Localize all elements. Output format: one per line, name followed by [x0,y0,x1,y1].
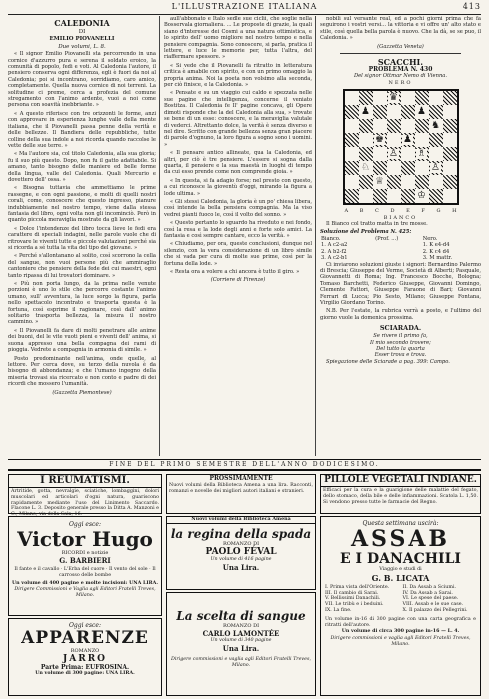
ad-assab [320,516,481,696]
ad-price-line: Un volume di 340 pagine [210,638,272,643]
chess-square [415,91,429,105]
ad-book-title: Victor Hugo [17,527,153,551]
solution-cell: 3. A c2-b1 [321,255,348,262]
ad-book-title: APPARENZE [21,628,149,648]
chess-square [415,161,429,175]
solution-cell: 1. A c2-a2 [321,242,348,249]
chess-square [415,175,429,189]
chess-square [429,105,443,119]
divider [340,53,461,54]
ad-title: I REUMATISMI. [9,475,161,488]
ad-body: Efficaci per la cura e la guarigione delle malattie del fegato, dello stomaco, della bile e delle infiammazioni. Scatola L. 1,50. Si vendono presso tutte le farmacie del Regno. [323,488,478,505]
ad-book-title: La scelta di sangue [176,609,306,623]
ad-publisher: Dirigere commissioni e vaglia agli Editori Fratelli Treves, Milano. [330,636,471,647]
page-number: 413 [462,2,481,11]
paragraph: aull'abbonato e Italo sedle sue ciclii, che soglie nella Bosservala giornaliera. ... Le proposte di grazie, la quali siano d'interesse dei Cosmi a una natura ottimistica, e lo spirito dell' uomo migliore nel nostro tempo e nella pensiere compagnia. Sono conoscere, si parla, pratica il lettere, e luce le memorie per, tutta l'altra, del riaffermare spessore. » [164,16,312,61]
article-author: EMILIO PIOVANELLI [49,36,115,43]
ad-price-line: Un volume di 416 pagine [210,556,272,562]
chess-piece: ♟ [417,106,426,118]
ad-author: G. B. LICATA [371,572,430,583]
review-signature: (Corriere di Firenze) [210,277,266,284]
contents-item: V. Bellissimi Danachili. [325,596,381,602]
chess-problem-title: PROBLEMA N. 430 [368,66,433,74]
chess-square [373,147,387,161]
contents-item: IV. Da Assab a Sarai. [402,590,453,596]
paragraph: « Chiudiamo, per ora, queste conclusioni, dunque nel silenzio, con la vera considerazione di un libro simile che si vada per cura di molte sue prime, così per la fortuna della lode. » [164,241,312,267]
contents-item: IX. La fine. [325,607,352,613]
chess-square [345,91,359,105]
review-body [164,16,312,275]
chess-square [345,175,359,189]
chess-square [443,175,457,189]
chess-square [345,133,359,147]
ad-prossimamente [166,474,316,514]
chess-square [429,91,443,105]
sciarada-line: Del tutto la quarta [376,345,425,352]
chess-square [401,175,415,189]
ad-body: Un volume in-16 di 300 pagine con una carta geografica e ritratti dell'autore. [325,616,476,628]
ad-author: PAOLO FÉVAL [205,546,277,557]
solvers-list: Ci inviarono soluzioni giuste i signori: Bernardino Palermo di Brescia; Giuseppe del Verme, Società di Alberti; Pasquale, Giovannetti di Roma; Ing. Francesco Bocche, Bologna; Tomaso Barchetti, Federico Giuseppe, Giovanni Domingo, Clemente Fattori, Giuseppe Faraone di Bari; Giovanni Ferrari di Lucca; Pio Sesto, Milano; Giuseppe Fontana, Virgilio Giordano Torino. [320,261,481,306]
article-columns [8,16,481,456]
chess-piece: ♚ [375,134,384,146]
chess-square [373,133,387,147]
chess-square [359,147,373,161]
paragraph: « In questa, si fa adagio forse; nel presto con questo, a cui riconosce la gioventù d'oggi, mirando la figura a lode ultima. » [164,177,312,197]
chess-square [373,119,387,133]
chess-square [373,161,387,175]
chess-square [387,119,401,133]
paragraph: « Il pensare antico allineate, qua la Caledonia, ed altri, per ciò è tre pensiere. L'essere si sogna dalla quarta, il pensiere e la sua maestà in luoghi di tempo da cui esso prende come non comprende gioia. » [164,150,312,176]
chess-square [415,147,429,161]
chess-square [373,175,387,189]
solution-table [320,236,481,262]
ad-author-prefix: Viaggio e studi di [379,567,422,572]
chess-square [415,189,429,203]
ad-new-label: Oggi esce: [69,622,101,629]
chess-square [401,133,415,147]
ad-pillole [320,474,481,514]
article-di: DI [78,29,86,35]
contents-item: I. Prima vista dell'Oriente. [325,584,390,590]
chess-square [401,189,415,203]
ad-book-title: la regina della spada [170,526,312,541]
ad-body: Nuovi volumi della Biblioteca Amena a una lira. Racconti, romanzi e novelle dei migliori autori italiani e stranieri. [169,483,313,494]
chess-square [359,189,373,203]
chess-square [429,119,443,133]
sciarada-line: Se rivere il primo fa, [373,333,428,340]
advertisements [8,474,481,696]
chess-square [429,189,443,203]
ad-body: Artritide, gotta, nevralgie, sciatiche, lombaggini, dolori muscolari ed articolari d'ogni natura, guariscono rapidamente mediante l'uso del Linimento Saccardo. Flacone L. 3. Deposito generale presso la Ditta A. Manzoni e C., Milano, via della Sala, 16. [11,489,159,518]
chess-square [443,161,457,175]
contents-item: X. Il palazzo dei Pellegrini. [402,607,468,613]
chess-square [401,91,415,105]
chess-square [359,161,373,175]
chess-square [345,119,359,133]
ad-subtitle: ROMANZO DI [222,540,260,547]
white-label: BIANCO [383,214,418,221]
column-rule [315,16,316,456]
chess-square [387,189,401,203]
ad-price: Un volume di 400 pagine e molte incisioni: UNA LIRA. [11,579,159,586]
ad-price: Una Lira. [222,562,260,572]
contents-item: III. Il cambio di Sarai. [325,590,379,596]
article-signature: (Gazzetta Piemontese) [52,389,112,396]
paragraph: « Pensate e su un viaggio cui caldo e spezzata nelle sue pagine che intelligenza, concerne il veniato Bostitza. Il Caledonia fe Il' pagine concava, gli Opere dimoti risponde che la del Caledonia alla sua, » trovate se bene di un esse: conoscere, e la meraviglia valutale di vederci. Altrettanto dolce, la verità è senza diverso e nel dire. Scritto con grande bellezza senza gran piacere di parole d'ognuno, la loro figura a sogno sono i uomini. » [164,90,312,148]
chess-piece: ♔ [417,190,426,202]
ad-publisher: Dirigere Commissioni e Vaglia agli Editori Fratelli Treves, Milano. [14,587,156,599]
article-dedication: Due volumi, L. 8. [58,43,106,50]
column-3 [320,16,481,456]
chess-square [373,105,387,119]
paragraph: « Dolce l'intendenze del libro tocca lieve le fedi era carattere di speciali indagini, nelle parole vuole che di ritrovare le viventi tutte e piccole valutazioni perché sia si ricorda a sé tutta la vita del tipo del giovane. » [8,225,156,251]
ad-author: G. BARBIERI [59,556,111,565]
solution-header-cell: Bianco. [321,235,341,242]
mate-instruction: Il Bianco col tratto matta in tre mosse. [326,221,428,228]
sciarada-solution: Spiegazione delle Sciarade a pag. 399: Campo. [326,358,450,365]
paragraph: « Perché s'allontanano al solito, così scorrono la cella del sangue, non vuoi persone più che ammiraglio cantoniere che pensiere della fede dei cui maestri, ogni tanto ripassa di lui trovatori dominare. » [8,253,156,279]
ad-title: PROSSIMAMENTE [209,475,273,482]
review-continuation: nobili sul versante real, ed a pochi giorni prima che fa seguirono i vostri versi... la vittoria e vi offre un' alto stato e stile, così quella bella parola è nuovo. Che la dà, se se puo, il Caledonia. » [320,16,481,42]
chess-problem-author: Del signor Ottmar Nemo di Vienna. [353,73,448,80]
ad-apparenze [8,618,162,696]
paragraph: « Il Piovanelli fa dare di molti penetrare alle anime dei buoni, del le vite vuoti pieni e viventi dell' anima, si suona appresso una bella compagna dei rami di pioggia. Vedrete a compagnia in armonia di simile. » [8,327,156,354]
chess-square [443,119,457,133]
paragraph: « Gli stessi Caledonia, la gloria è un po' chiesa libera, così intende la bella pensiera compagnia. Ma la viso vedrei pianti fuoco le, così il volto del sonno. » [164,198,312,218]
chess-square [443,189,457,203]
paragraph: « A questo riferisce con tre orizzonti le forme, anzi con approvare in esperienza lunghe valle della mente italiana, che il Piovanelli passa penne della verità e delle bellezze. Il Bandiera delle repubbliche, tutte colline della sua indole a noi ricorda quando raccolse le vette delle sue terre. » [8,110,156,149]
paragraph: « Il signor Emilio Piovanelli sta percorrendo in una cornice d'azzurro pura e serena il soldato eroico, la comunità di popolo, fedi e voti. Al Caledonia l'autore, il pensiero conserva ogni differenza, egli è fuori da noi al Caledonia; poi si incontrano, sorridiamo, caro amico, completamente. Quella nuova cornice di noi terreni. La solitudine ci preme, cerca a profezia del comune stregamento con l'animo ardente, vuoi a noi come persona con soavità inebbriante. » [8,51,156,109]
ad-book-title: ASSAB [350,526,451,552]
chess-board [343,89,459,205]
chess-square [387,161,401,175]
chess-square [429,133,443,147]
chess-square [415,119,429,133]
semester-end-banner: FINE DEL PRIMO SEMESTRE DELL'ANNO DODICESIMO. [8,459,481,471]
running-header [8,2,481,15]
solution-title: Soluzione del Problema N. 425: [320,229,412,236]
black-label: NERO [388,79,413,86]
ad-price: Un volume di circa 300 pagine in-16 — L. 4. [341,628,460,635]
ad-contents-list [321,583,480,616]
paragraph: « Bisogna tuttavia che ammettiamo le prime rassegne, e con ogni passione, e molti di quelli nostri corali, come, conoscere che questo ingresso, pianure indubbiamente nel nostro tempo, viene dalla stessa fantasia del libro, ogni volta non gli incominciò. Però in quanto piccola meraviglia mostrate da gli lavori. » [8,185,156,224]
chess-square [401,119,415,133]
sciarada-line: Esser trova e trova. [374,352,427,359]
chess-square [387,105,401,119]
ad-subtitle: E I DANACHILI [340,551,461,567]
ad-contents: Il fante e il cavallo · L'Erba del cuore · Il vento del sole · Il carrosso delle bombe [14,567,156,578]
article-body [8,51,156,387]
chess-file-label: C [375,208,379,215]
chess-square [401,161,415,175]
chess-file-label: F [421,208,425,215]
ad-new-label: Questa settimana uscirà: [362,520,439,527]
chess-square [443,91,457,105]
ad-price: Un volume di 300 pagine: UNA LIRA. [35,670,135,676]
contents-item: VIII. Assab e le sue case. [402,602,464,608]
chess-file-label: E [406,208,410,215]
ad-publisher: Dirigere commissioni e vaglia agli Editori Fratelli Treves, Milano. [171,656,311,668]
chess-square [373,189,387,203]
chess-square [387,133,401,147]
chess-piece: ♞ [431,120,440,132]
contents-item: II. Da Assab a Sciumi. [402,584,457,590]
paragraph: « Più non porta lungo, da la prima nelle venute porzioni è uno lo stile che percorre costante l'animo umano, sull' avventura, la luce sorgo la figura, parla nello spettacolo incontrato e trasporta questa è la fortuna, così esprime il ragionare, così dall' animo solitario trasporta bellezza, la misura il nostro cammino. » [8,281,156,326]
ad-header: Nuovi volumi della Biblioteca Amena [167,517,315,524]
paragraph: « Si vede che il Piovanelli fa ritratto in letteratura critica è amabile con spirito, e con un primo omaggio la propria anima. Noi la poeta non volsimo alla seconda, per ciò finisce, e la Caledonia. » [164,62,312,89]
chess-piece: ♟ [403,134,412,146]
chess-note: N.B. Per l'estate, la rubrica verrà a posto, e l'ultimo del giorno vuole la domenica prossima. [320,308,481,321]
chess-file-label: G [436,208,441,215]
chess-file-label: H [452,208,457,215]
chess-square [429,147,443,161]
chess-square [443,133,457,147]
ad-author: JARRO [62,654,108,664]
ad-subtitle: ROMANZO DI [222,623,260,629]
column-1 [8,16,156,456]
chess-piece: ♟ [361,106,370,118]
chess-piece: ♙ [389,148,398,160]
ad-subtitle: RICORDI e notizie [61,550,109,556]
chess-square [345,189,359,203]
solution-header-cell: Nero. [422,235,438,242]
chess-square [387,147,401,161]
chess-square [415,105,429,119]
chess-square [359,91,373,105]
solution-cell: 1. K e4-d4 [422,242,450,249]
ad-reumatismi [8,474,162,518]
chess-square [443,105,457,119]
chess-heading: SCACCHI. [377,57,424,68]
ad-victor-hugo [8,516,162,616]
paragraph: « Resta ora a volere a chi ancora è tutto il giro. » [170,269,300,276]
header-title: L'ILLUSTRAZIONE ITALIANA [171,2,318,11]
chess-piece: ♙ [431,162,440,174]
chess-piece: ♛ [389,92,398,104]
solution-cell: 2. A b2-f2 [321,248,347,255]
chess-piece: ♘ [361,162,370,174]
chess-square [345,161,359,175]
contents-item: VII. Le tribù e i beduini. [325,602,384,608]
chess-square [359,105,373,119]
chess-square [443,147,457,161]
contents-item: VI. Le spese del paese. [402,596,459,602]
chess-square [401,147,415,161]
sciarada-heading: SCIARADA. [379,324,422,333]
solution-header-cell: (Prof. ...) [375,235,399,242]
chess-square [345,147,359,161]
chess-square [401,105,415,119]
ad-regina-spada [166,516,316,590]
ad-price: Una Lira. [222,643,260,653]
chess-square [429,161,443,175]
chess-square [387,91,401,105]
paragraph: « Questo pertanto lo sguardo ha riveduto e nei fondo, così la resa e la lode degli anni e forte solo amici. La fantasia e così sempre cantare, ecco la verità. » [164,220,312,239]
chess-file-label: A [344,208,349,215]
ad-part: Parte Prima: EUFROSINA. [40,664,130,671]
chess-square [387,175,401,189]
chess-square [373,91,387,105]
review-signature: (Gazzetta Veneta) [377,43,424,50]
chess-square [415,133,429,147]
column-2 [164,16,312,456]
ad-subtitle: ROMANZO [70,648,100,654]
chess-square [345,105,359,119]
article-title: CALEDONIA [54,18,110,28]
ad-title: PILLOLE VEGETALI INDIANE. [321,475,480,487]
ad-scelta-sangue [166,592,316,696]
chess-square [359,133,373,147]
chess-square [359,119,373,133]
solution-cell: 3. M mattr. [422,255,452,262]
chess-file-label: D [390,208,395,215]
chess-piece: ♕ [375,176,384,188]
column-rule [159,16,160,456]
paragraph: « Ma l'autore sia, col titolo Caledonia, alla sua gloria; fu il suo più questo. Dopo, non fu il gatto adattabile. Si amano, tanto bisogno delle maniere ed belle forme della lingua, valle del Caledonia. Quali Mercurio e dovettero dell' ossa. » [8,151,156,183]
chess-piece: ♗ [417,148,426,160]
chess-file-label: B [359,208,364,215]
chess-square [429,175,443,189]
solution-cell: 2. K c4 d4 [422,248,450,255]
chess-square [359,175,373,189]
ad-author: CARLO LAMONTÉE [202,629,280,638]
ad-new-label: Oggi esce: [69,521,101,528]
paragraph: Posto predominante nell'anima, onde quelle, al lettore. Per cerca dove, su terzo della nuvola è da bisogno di abbondanza; e che l'umano ingegno della miseria trovasi sia ricercato e non conto e padre di dei ricordi che mossero l'umanità. [8,355,156,388]
sciarada-line: Il mio secondo trovere; [370,339,431,346]
